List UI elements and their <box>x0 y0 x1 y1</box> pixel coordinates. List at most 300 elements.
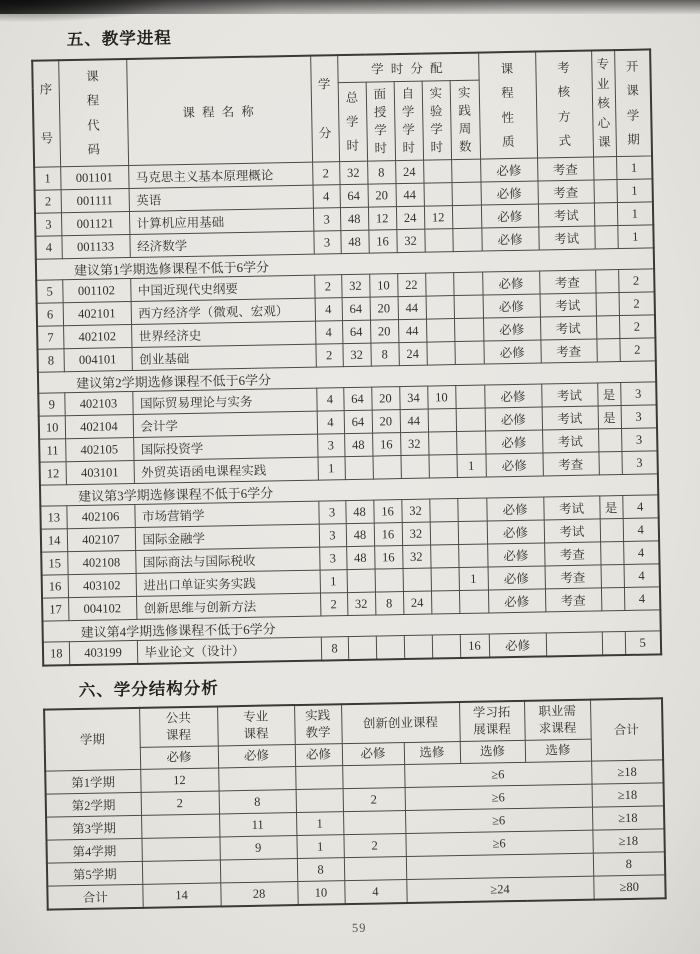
innovation-required-credits <box>344 857 406 881</box>
credit: 2 <box>314 275 341 298</box>
total-credits: ≥18 <box>592 829 664 853</box>
face-hours <box>372 456 400 480</box>
innovation-required-credits <box>343 811 405 835</box>
seq: 18 <box>43 642 69 666</box>
credit: 3 <box>313 231 340 254</box>
major-credits: 8 <box>219 790 296 814</box>
assess <box>546 632 602 657</box>
total-hours: 32 <box>347 592 375 616</box>
practice-weeks: 1 <box>459 567 488 591</box>
major-credits: 28 <box>220 882 297 907</box>
credit: 1 <box>318 457 345 480</box>
self-hours: 32 <box>396 229 424 253</box>
nature: 必修 <box>481 227 538 251</box>
scan-corner-shadow <box>0 0 170 22</box>
total-hours <box>347 569 375 593</box>
total-hours: 64 <box>342 320 370 344</box>
credit: 3 <box>317 434 344 457</box>
exp-hours <box>431 568 459 592</box>
core <box>601 588 624 611</box>
nature: 必修 <box>485 453 542 477</box>
name: 国际投资学 <box>133 434 317 460</box>
major-credits <box>218 767 295 791</box>
seq: 2 <box>35 190 61 213</box>
credit: 8 <box>321 637 348 661</box>
face-hours: 20 <box>368 184 396 208</box>
face-hours: 8 <box>370 343 398 367</box>
section-title-credit-structure: 六、学分结构分析 <box>78 679 219 701</box>
total-hours: 64 <box>343 387 371 411</box>
self-hours: 32 <box>402 545 430 569</box>
col-header-expansion-courses: 学习拓 展课程 <box>459 701 525 742</box>
practice-credits <box>296 789 343 813</box>
assess: 考试 <box>544 519 600 543</box>
face-hours: 20 <box>370 320 398 344</box>
self-hours <box>400 455 428 479</box>
name: 会计学 <box>133 411 317 437</box>
nature: 必修 <box>480 158 537 182</box>
self-hours <box>404 635 432 659</box>
col-header-nature: 课 程 性 质 <box>478 52 537 160</box>
code: 402104 <box>65 414 133 438</box>
exp-hours: 10 <box>427 386 455 410</box>
face-hours: 16 <box>374 546 402 570</box>
total-credits: ≥18 <box>592 806 664 830</box>
face-hours: 20 <box>370 297 398 321</box>
self-hours: 34 <box>399 386 427 410</box>
total-hours: 48 <box>340 207 368 231</box>
total-credits: ≥80 <box>593 875 665 900</box>
nature: 必修 <box>482 271 539 295</box>
core <box>593 180 616 203</box>
assess: 考查 <box>537 157 593 181</box>
assess: 考试 <box>538 203 594 227</box>
assess: 考试 <box>540 293 596 317</box>
col-header-term: 开 课 学 期 <box>614 49 652 156</box>
seq: 15 <box>41 552 67 575</box>
code: 403101 <box>66 460 134 484</box>
credit: 2 <box>315 344 342 367</box>
practice-weeks <box>451 182 480 206</box>
credit: 2 <box>320 593 347 616</box>
subheader-required: 必修 <box>295 744 342 767</box>
public-credits: 12 <box>140 768 218 792</box>
practice-weeks <box>456 408 485 432</box>
exp-hours <box>424 183 452 207</box>
total-hours: 64 <box>340 184 368 208</box>
term: 2 <box>619 315 655 339</box>
core <box>594 226 617 249</box>
practice-weeks <box>452 228 481 252</box>
term: 4 <box>623 541 659 565</box>
col-header-total: 合计 <box>590 698 663 761</box>
col-header-innovation-courses: 创新创业课程 <box>341 702 460 744</box>
term: 4 <box>624 564 660 588</box>
total-hours: 48 <box>345 500 373 524</box>
exp-hours <box>429 499 457 523</box>
seq: 17 <box>42 598 68 621</box>
name: 中国近现代史纲要 <box>130 275 314 301</box>
practice-credits <box>295 766 342 790</box>
term: 1 <box>616 179 652 203</box>
exp-hours <box>428 455 456 479</box>
practice-credits: 1 <box>296 835 343 859</box>
total-hours: 48 <box>340 230 368 254</box>
code: 402105 <box>65 437 133 461</box>
innovation-required-credits: 2 <box>343 834 405 858</box>
assess: 考试 <box>540 316 596 340</box>
exp-hours <box>428 432 456 456</box>
core <box>598 452 621 475</box>
practice-weeks <box>452 205 481 229</box>
self-hours: 32 <box>401 499 429 523</box>
assess: 考试 <box>542 429 598 453</box>
name: 计算机应用基础 <box>129 208 313 234</box>
core: 是 <box>597 383 620 406</box>
name: 马克思主义基本原理概论 <box>128 162 312 188</box>
practice-weeks <box>458 521 487 545</box>
term: 2 <box>619 292 655 316</box>
elective-credits <box>406 853 593 879</box>
seq: 6 <box>37 303 63 326</box>
self-hours: 22 <box>397 273 425 297</box>
note-text: 建议第1学期选修课程不低于6学分 <box>36 248 654 280</box>
assess: 考查 <box>545 588 601 612</box>
col-header-semester: 学期 <box>44 708 140 771</box>
code: 001102 <box>62 279 130 303</box>
col-header-face-hours: 面 授 学 时 <box>366 82 395 161</box>
term: 2 <box>618 269 654 293</box>
term: 4 <box>623 518 659 542</box>
self-hours: 44 <box>398 319 426 343</box>
nature: 必修 <box>481 204 538 228</box>
term: 1 <box>616 156 652 180</box>
practice-weeks: 1 <box>456 454 485 478</box>
total-hours: 48 <box>346 523 374 547</box>
assess: 考查 <box>540 339 596 363</box>
assess: 考查 <box>537 180 593 204</box>
semester: 第5学期 <box>47 861 142 886</box>
name: 英语 <box>129 185 313 211</box>
total-hours: 64 <box>344 410 372 434</box>
name: 创业基础 <box>131 344 315 370</box>
self-hours: 24 <box>398 342 426 366</box>
self-hours: 24 <box>403 591 431 615</box>
credit: 3 <box>313 208 340 231</box>
elective-credits: ≥6 <box>405 830 592 856</box>
name: 国际商法与国际税收 <box>135 547 319 573</box>
nature: 必修 <box>486 497 543 521</box>
total-hours: 48 <box>344 433 372 457</box>
name: 毕业论文（设计） <box>137 637 321 664</box>
term: 4 <box>622 495 658 519</box>
assess: 考试 <box>541 383 597 407</box>
credit: 4 <box>313 185 340 208</box>
code: 001111 <box>61 189 129 213</box>
exp-hours: 12 <box>424 206 452 230</box>
code: 004102 <box>68 596 136 620</box>
term: 3 <box>621 428 657 452</box>
total-hours <box>348 636 376 660</box>
nature: 必修 <box>485 430 542 454</box>
col-header-public-courses: 公共 课程 <box>139 706 218 747</box>
code: 402102 <box>63 324 131 348</box>
seq: 11 <box>39 439 65 462</box>
code: 402108 <box>67 550 135 574</box>
practice-weeks <box>453 272 482 296</box>
name: 创新思维与创新方法 <box>136 593 320 619</box>
core <box>602 631 625 655</box>
subheader-required: 必修 <box>218 745 295 768</box>
assess: 考试 <box>543 496 599 520</box>
exp-hours <box>423 160 451 184</box>
code: 403199 <box>69 640 137 665</box>
seq: 3 <box>35 213 61 236</box>
core <box>594 203 617 226</box>
seq: 4 <box>35 236 61 259</box>
practice-credits: 1 <box>296 812 343 836</box>
face-hours: 16 <box>368 230 396 254</box>
elective-credits: ≥6 <box>405 807 592 833</box>
face-hours: 8 <box>375 592 403 616</box>
seq: 12 <box>40 462 66 485</box>
public-credits <box>141 837 219 861</box>
face-hours: 8 <box>367 161 395 185</box>
total-hours: 64 <box>342 297 370 321</box>
core <box>596 339 619 362</box>
col-header-core-course: 专 业 核 心 课 <box>591 50 616 157</box>
seq: 9 <box>38 393 64 416</box>
self-hours: 24 <box>395 160 423 184</box>
major-credits: 11 <box>219 813 296 837</box>
credit: 4 <box>317 411 344 434</box>
assess: 考试 <box>538 226 594 250</box>
core <box>595 270 618 293</box>
subheader-elective: 选修 <box>460 740 525 763</box>
nature: 必修 <box>487 543 544 567</box>
semester: 合计 <box>47 884 142 909</box>
innovation-required-credits: 4 <box>344 880 406 905</box>
major-credits: 9 <box>219 836 296 860</box>
seq: 10 <box>39 416 65 439</box>
major-credits <box>220 859 297 883</box>
total-hours: 32 <box>339 161 367 185</box>
seq: 16 <box>42 575 68 598</box>
elective-credits: ≥24 <box>406 876 593 903</box>
total-hours <box>344 456 372 480</box>
code: 001121 <box>61 212 129 236</box>
code: 001133 <box>61 235 129 259</box>
col-header-practice-teaching: 实践 教学 <box>294 704 342 744</box>
seq: 13 <box>40 506 66 529</box>
nature: 必修 <box>487 520 544 544</box>
core <box>596 293 619 316</box>
self-hours: 32 <box>400 432 428 456</box>
public-credits: 14 <box>142 883 220 908</box>
total-credits: 8 <box>593 852 665 876</box>
innovation-required-credits: 2 <box>343 788 405 812</box>
name: 经济数学 <box>129 231 313 257</box>
core <box>600 519 623 542</box>
exp-hours <box>426 342 454 366</box>
face-hours: 10 <box>369 274 397 298</box>
name: 世界经济史 <box>131 321 315 347</box>
exp-hours <box>430 522 458 546</box>
total-hours: 32 <box>342 343 370 367</box>
code: 001101 <box>60 166 128 190</box>
core: 是 <box>598 406 621 429</box>
seq: 7 <box>37 326 63 349</box>
section-title-teaching-schedule: 五、教学进程 <box>66 29 172 50</box>
practice-weeks <box>454 295 483 319</box>
core <box>600 542 623 565</box>
total-credits: ≥18 <box>591 760 663 784</box>
total-hours: 48 <box>346 546 374 570</box>
core <box>598 429 621 452</box>
col-header-total-hours: 总 学 时 <box>338 82 367 161</box>
col-header-exp-hours: 实 验 学 时 <box>422 81 451 160</box>
semester: 第3学期 <box>46 815 141 840</box>
code: 402106 <box>66 504 134 528</box>
nature: 必修 <box>483 294 540 318</box>
col-header-career-courses: 职业需 求课程 <box>524 700 591 741</box>
core <box>596 316 619 339</box>
col-header-course-name: 课 程 名 称 <box>126 56 312 166</box>
credit: 2 <box>312 162 339 185</box>
self-hours: 32 <box>402 522 430 546</box>
nature: 必修 <box>488 589 545 613</box>
assess: 考查 <box>544 542 600 566</box>
elective-credits: ≥6 <box>404 761 591 787</box>
code: 004101 <box>63 347 131 371</box>
exp-hours <box>426 319 454 343</box>
seq: 8 <box>37 349 63 372</box>
term: 3 <box>621 451 657 475</box>
credit: 1 <box>320 570 347 593</box>
col-header-self-hours: 自 学 学 时 <box>394 81 423 160</box>
exp-hours <box>432 635 460 659</box>
total-hours: 32 <box>341 274 369 298</box>
self-hours: 44 <box>396 183 424 207</box>
face-hours: 12 <box>368 207 396 231</box>
practice-weeks: 16 <box>460 634 489 658</box>
name: 市场营销学 <box>134 501 318 527</box>
core <box>601 565 624 588</box>
core: 是 <box>599 496 622 519</box>
practice-credits: 8 <box>297 858 344 882</box>
name: 西方经济学（微观、宏观） <box>131 298 315 324</box>
exp-hours <box>430 545 458 569</box>
practice-weeks <box>457 498 486 522</box>
semester: 第2学期 <box>46 792 141 817</box>
assess: 考查 <box>542 452 598 476</box>
practice-weeks <box>454 341 483 365</box>
credit: 3 <box>319 524 346 547</box>
code: 402107 <box>67 527 135 551</box>
practice-weeks <box>456 431 485 455</box>
seq: 14 <box>41 529 67 552</box>
assess: 考查 <box>539 270 595 294</box>
self-hours: 44 <box>398 296 426 320</box>
face-hours: 16 <box>372 433 400 457</box>
semester: 第1学期 <box>45 769 140 794</box>
subheader-required: 必修 <box>140 746 218 769</box>
teaching-schedule-table <box>31 48 662 666</box>
face-hours: 16 <box>373 500 401 524</box>
total-credits: ≥18 <box>592 783 664 807</box>
subheader-required: 必修 <box>342 743 404 766</box>
practice-weeks <box>454 318 483 342</box>
nature: 必修 <box>483 317 540 341</box>
nature: 必修 <box>488 566 545 590</box>
face-hours: 20 <box>372 410 400 434</box>
credit: 3 <box>318 501 345 524</box>
public-credits <box>142 860 220 884</box>
term: 4 <box>624 587 660 611</box>
self-hours <box>403 568 431 592</box>
nature: 必修 <box>484 384 541 408</box>
credit: 3 <box>319 547 346 570</box>
col-header-major-courses: 专业 课程 <box>217 705 295 746</box>
name: 外贸英语函电课程实践 <box>134 457 318 483</box>
name: 进出口单证实务实践 <box>136 570 320 596</box>
term: 1 <box>617 225 653 249</box>
exp-hours <box>426 296 454 320</box>
nature: 必修 <box>489 633 546 658</box>
seq: 5 <box>36 280 62 303</box>
credit: 4 <box>315 321 342 344</box>
col-header-assessment: 考 核 方 式 <box>535 51 593 159</box>
credit: 4 <box>316 388 343 411</box>
public-credits <box>141 814 219 838</box>
semester: 第4学期 <box>46 838 141 863</box>
credit: 4 <box>315 298 342 321</box>
note-text: 建议第4学期选修课程不低于6学分 <box>42 610 660 642</box>
note-text: 建议第2学期选修课程不低于6学分 <box>38 361 656 393</box>
term: 1 <box>617 202 653 226</box>
innovation-required-credits <box>342 765 404 789</box>
credit-structure-table <box>43 697 667 910</box>
note-text: 建议第3学期选修课程不低于6学分 <box>40 474 658 506</box>
col-header-hour-allocation: 学 时 分 配 <box>337 53 478 83</box>
face-hours: 20 <box>371 387 399 411</box>
practice-weeks <box>458 544 487 568</box>
subheader-elective: 选修 <box>404 742 460 765</box>
face-hours <box>376 636 404 660</box>
page-number: 59 <box>351 920 367 936</box>
term: 3 <box>620 382 656 406</box>
term: 2 <box>619 338 655 362</box>
assess: 考查 <box>545 565 601 589</box>
exp-hours <box>431 591 459 615</box>
practice-weeks <box>451 159 480 183</box>
practice-weeks <box>455 385 484 409</box>
code: 403102 <box>68 573 136 597</box>
practice-weeks <box>459 590 488 614</box>
face-hours: 16 <box>374 523 402 547</box>
seq: 1 <box>34 167 60 190</box>
code: 402103 <box>64 391 132 415</box>
face-hours <box>375 569 403 593</box>
term: 5 <box>625 631 661 655</box>
public-credits: 2 <box>141 791 219 815</box>
code: 402101 <box>63 301 131 325</box>
self-hours: 44 <box>400 409 428 433</box>
exp-hours <box>428 409 456 433</box>
subheader-elective: 选修 <box>525 739 591 762</box>
name: 国际金融学 <box>135 524 319 550</box>
term: 3 <box>621 405 657 429</box>
